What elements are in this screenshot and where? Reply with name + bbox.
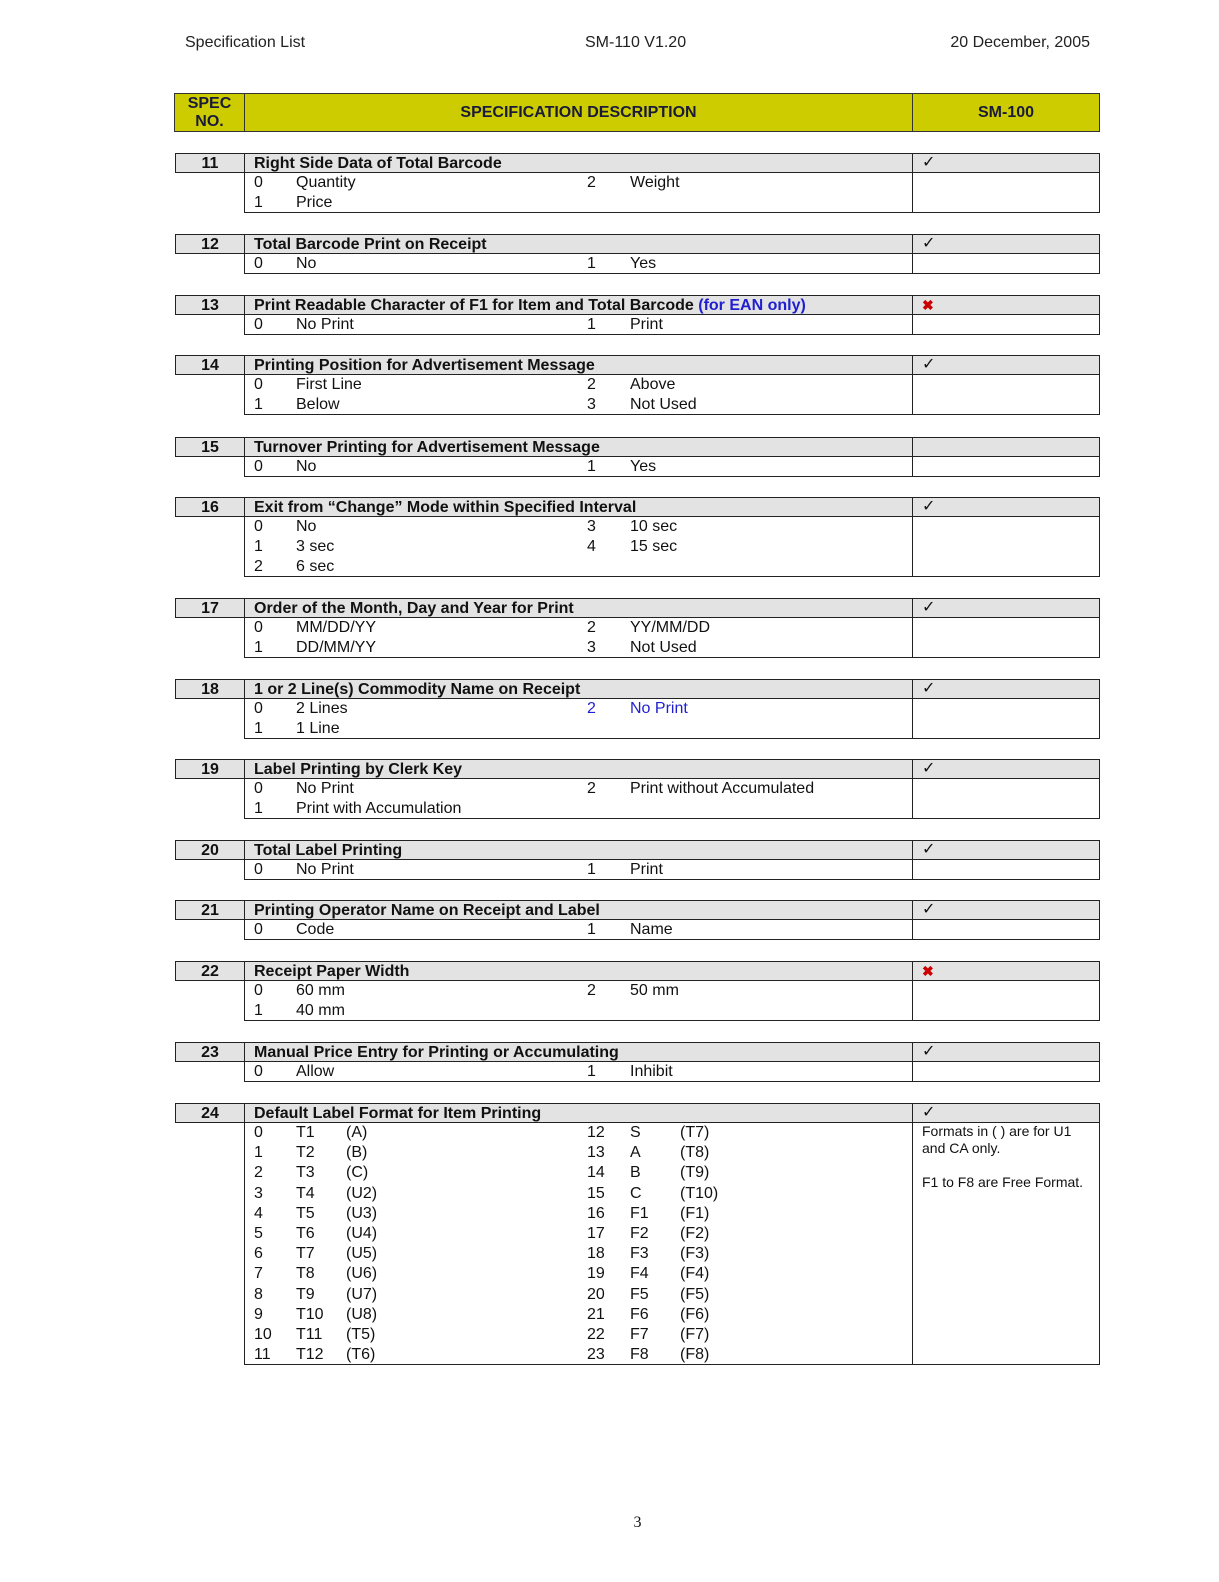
- option-code: 0: [254, 1063, 263, 1080]
- option-label: Print: [630, 316, 663, 333]
- check-icon: [912, 598, 1100, 618]
- spec-note-cell: [912, 374, 1100, 415]
- option-code: 1: [587, 861, 596, 878]
- spec-note-cell: [912, 516, 1100, 577]
- option-code: 0: [254, 255, 263, 272]
- spec-title: Right Side Data of Total Barcode: [244, 153, 913, 173]
- option-code: 1: [254, 800, 263, 817]
- format-cell: 13: [587, 1144, 605, 1162]
- option-label: Print without Accumulated: [630, 780, 815, 797]
- mark-glyph: ✓: [922, 680, 936, 697]
- option-label: 2 Lines: [296, 700, 348, 717]
- column-description: SPECIFICATION DESCRIPTION: [244, 93, 913, 132]
- option-label: No: [296, 255, 317, 272]
- format-cell: 4: [254, 1204, 263, 1222]
- spec-options: [244, 919, 913, 940]
- spec-title: Printing Position for Advertisement Message: [244, 355, 913, 375]
- format-cell: T9: [296, 1285, 315, 1303]
- format-cell: 10: [254, 1326, 272, 1343]
- format-cell: (T5): [346, 1326, 376, 1343]
- option-code: 1: [587, 316, 596, 333]
- option-label: No Print: [296, 861, 354, 878]
- spec-options: [244, 516, 913, 577]
- header-center: SM-110 V1.20: [585, 34, 687, 51]
- option-label: 60 mm: [296, 982, 345, 999]
- spec-note-cell: [912, 698, 1100, 739]
- format-cell: (U7): [346, 1285, 378, 1303]
- spec-title: Total Barcode Print on Receipt: [244, 234, 913, 254]
- column-model: SM-100: [912, 93, 1100, 132]
- header-right: 20 December, 2005: [950, 34, 1090, 51]
- spec-number: 18: [175, 679, 245, 699]
- option-label: Allow: [296, 1063, 335, 1080]
- format-cell: T11: [296, 1326, 323, 1343]
- option-label: Code: [296, 921, 335, 938]
- option-label: 10 sec: [630, 518, 678, 535]
- format-cell: (A): [346, 1124, 368, 1141]
- spec-number: 22: [175, 961, 245, 981]
- mark-glyph: ✓: [922, 1043, 936, 1060]
- format-cell: 16: [587, 1204, 605, 1222]
- option-code: 1: [254, 720, 263, 737]
- format-cell: 11: [254, 1346, 271, 1364]
- spec-number: 19: [175, 759, 245, 779]
- format-cell: T3: [296, 1164, 315, 1182]
- format-cell: 6: [254, 1245, 263, 1263]
- spec-note-cell: [912, 314, 1100, 335]
- option-code: 2: [254, 558, 263, 575]
- format-cell: 12: [587, 1124, 605, 1141]
- format-cell: 23: [587, 1346, 605, 1364]
- format-cell: (U6): [346, 1265, 378, 1283]
- format-cell: T4: [296, 1184, 315, 1202]
- check-icon: [912, 234, 1100, 254]
- option-label: 6 sec: [296, 558, 335, 575]
- spec-number: 13: [175, 295, 245, 315]
- format-cell: (F7): [680, 1326, 710, 1343]
- format-cell: (B): [346, 1144, 368, 1162]
- format-cell: F2: [630, 1225, 649, 1242]
- format-cell: (U5): [346, 1245, 378, 1263]
- format-cell: 18: [587, 1245, 605, 1263]
- format-note: Formats in ( ) are for U1 and CA only.: [922, 1123, 1072, 1156]
- spec-number: 12: [175, 234, 245, 254]
- format-cell: T2: [296, 1144, 315, 1162]
- option-code: 0: [254, 861, 263, 878]
- format-cell: (U3): [346, 1204, 378, 1222]
- spec-number: 20: [175, 840, 245, 860]
- option-label: DD/MM/YY: [296, 639, 376, 656]
- option-code: 3: [587, 396, 596, 413]
- format-cell: 0: [254, 1124, 263, 1141]
- option-label: No Print: [630, 700, 688, 717]
- spec-number: 16: [175, 497, 245, 517]
- spec-number: 17: [175, 598, 245, 618]
- option-code: 1: [587, 921, 596, 938]
- spec-title: Default Label Format for Item Printing: [244, 1103, 913, 1123]
- mark-glyph: ✓: [922, 235, 936, 252]
- option-code: 1: [254, 639, 263, 656]
- option-code: 2: [587, 700, 596, 717]
- option-label: No: [296, 458, 317, 475]
- option-code: 0: [254, 982, 263, 999]
- column-spec-no: SPEC NO.: [174, 93, 245, 132]
- format-cell: F7: [630, 1326, 649, 1343]
- format-cell: (T10): [680, 1184, 719, 1202]
- option-label: 50 mm: [630, 982, 679, 999]
- format-cell: 15: [587, 1184, 605, 1202]
- option-label: First Line: [296, 376, 362, 393]
- format-cell: 2: [254, 1164, 263, 1182]
- option-label: Yes: [630, 255, 657, 272]
- spec-options: [244, 1122, 913, 1365]
- format-cell: (F1): [680, 1204, 710, 1222]
- option-label: Name: [630, 921, 673, 938]
- format-cell: (C): [346, 1164, 369, 1182]
- option-label: 1 Line: [296, 720, 340, 737]
- format-cell: 21: [587, 1305, 605, 1323]
- option-label: Not Used: [630, 396, 697, 413]
- spec-options: [244, 1061, 913, 1082]
- mark-glyph: ✓: [922, 498, 936, 515]
- option-code: 0: [254, 316, 263, 333]
- spec-title: Exit from “Change” Mode within Specified Interval: [244, 497, 913, 517]
- check-icon: [912, 840, 1100, 860]
- spec-title-note: (for EAN only): [693, 297, 806, 314]
- format-cell: C: [630, 1184, 642, 1202]
- format-cell: T10: [296, 1305, 324, 1323]
- option-label: Quantity: [296, 174, 356, 191]
- format-cell: (T6): [346, 1346, 376, 1364]
- option-code: 0: [254, 921, 263, 938]
- option-code: 3: [587, 639, 596, 656]
- option-code: 1: [587, 458, 596, 475]
- option-code: 0: [254, 700, 263, 717]
- format-cell: 3: [254, 1184, 263, 1202]
- mark-glyph: ✓: [922, 599, 936, 616]
- format-cell: (F3): [680, 1245, 710, 1263]
- spec-title: Print Readable Character of F1 for Item and Total Barcode (for EAN only): [244, 295, 913, 315]
- option-code: 4: [587, 538, 596, 555]
- option-label: Print: [630, 861, 663, 878]
- format-cell: F4: [630, 1265, 649, 1283]
- free-format-note: F1 to F8 are Free Format.: [922, 1174, 1084, 1190]
- format-cell: (F5): [680, 1285, 710, 1303]
- format-cell: 7: [254, 1265, 263, 1283]
- mark-glyph: ✓: [922, 154, 936, 171]
- format-cell: (F4): [680, 1265, 710, 1283]
- option-code: 2: [587, 376, 596, 393]
- option-label: No: [296, 518, 317, 535]
- option-label: 15 sec: [630, 538, 678, 555]
- option-label: Yes: [630, 458, 657, 475]
- cross-icon: [912, 295, 1100, 315]
- option-code: 2: [587, 619, 596, 636]
- spec-note-cell: [912, 1061, 1100, 1082]
- spec-note-cell: [912, 859, 1100, 880]
- format-cell: B: [630, 1164, 641, 1182]
- option-label: 40 mm: [296, 1002, 345, 1019]
- option-label: MM/DD/YY: [296, 619, 376, 636]
- format-cell: 22: [587, 1326, 605, 1343]
- option-code: 0: [254, 174, 263, 191]
- option-label: Below: [296, 396, 340, 413]
- option-code: 0: [254, 458, 263, 475]
- spec-number: 24: [175, 1103, 245, 1123]
- check-icon: [912, 497, 1100, 517]
- format-cell: A: [630, 1144, 641, 1162]
- option-label: Print with Accumulation: [296, 800, 462, 817]
- option-label: No Print: [296, 316, 354, 333]
- format-cell: (U2): [346, 1184, 378, 1202]
- option-label: Inhibit: [630, 1063, 673, 1080]
- option-code: 0: [254, 518, 263, 535]
- mark-glyph: ✓: [922, 1104, 936, 1121]
- spec-options: [244, 456, 913, 477]
- format-cell: (T7): [680, 1124, 710, 1141]
- format-cell: T6: [296, 1225, 315, 1242]
- mark-glyph: ✖: [922, 963, 934, 979]
- spec-note-cell: [912, 778, 1100, 819]
- spec-options: [244, 253, 913, 274]
- format-cell: F3: [630, 1245, 649, 1263]
- format-cell: T12: [296, 1346, 324, 1364]
- option-label: YY/MM/DD: [630, 619, 710, 636]
- option-code: 1: [254, 538, 263, 555]
- format-cell: (U4): [346, 1225, 378, 1242]
- format-cell: F1: [630, 1204, 649, 1222]
- spec-title: Order of the Month, Day and Year for Print: [244, 598, 913, 618]
- spec-number: 11: [175, 153, 245, 173]
- check-icon: [912, 153, 1100, 173]
- check-icon: [912, 1103, 1100, 1123]
- format-cell: 20: [587, 1285, 605, 1303]
- check-icon: [912, 679, 1100, 699]
- cross-icon: [912, 961, 1100, 981]
- format-cell: F8: [630, 1346, 649, 1364]
- spec-number: 14: [175, 355, 245, 375]
- format-cell: 14: [587, 1164, 605, 1182]
- option-label: Price: [296, 194, 333, 211]
- spec-note-cell: [912, 980, 1100, 1021]
- spec-title: Total Label Printing: [244, 840, 913, 860]
- format-cell: (T9): [680, 1164, 710, 1182]
- spec-note-cell: [912, 1122, 1100, 1365]
- option-label: Weight: [630, 174, 680, 191]
- option-code: 0: [254, 780, 263, 797]
- spec-title: Label Printing by Clerk Key: [244, 759, 913, 779]
- check-icon: [912, 900, 1100, 920]
- spec-number: 23: [175, 1042, 245, 1062]
- format-cell: T5: [296, 1204, 315, 1222]
- format-cell: (T8): [680, 1144, 710, 1162]
- format-cell: F5: [630, 1285, 649, 1303]
- spec-title: Manual Price Entry for Printing or Accumulating: [244, 1042, 913, 1062]
- format-cell: 19: [587, 1265, 605, 1283]
- mark-glyph: ✓: [922, 841, 936, 858]
- spec-title: Receipt Paper Width: [244, 961, 913, 981]
- option-code: 0: [254, 376, 263, 393]
- spec-title: Printing Operator Name on Receipt and Label: [244, 900, 913, 920]
- format-cell: 17: [587, 1225, 605, 1242]
- format-cell: (F8): [680, 1346, 710, 1364]
- check-icon: [912, 1042, 1100, 1062]
- format-cell: (U8): [346, 1305, 378, 1323]
- option-code: 2: [587, 174, 596, 191]
- option-label: 3 sec: [296, 538, 335, 555]
- page-number: 3: [633, 1514, 642, 1531]
- spec-number: 15: [175, 437, 245, 457]
- format-cell: F6: [630, 1305, 649, 1323]
- mark-glyph: ✓: [922, 356, 936, 373]
- format-cell: 9: [254, 1305, 263, 1323]
- header-left: Specification List: [185, 34, 306, 51]
- format-cell: T1: [296, 1124, 315, 1141]
- spec-note-cell: [912, 456, 1100, 477]
- option-code: 1: [587, 255, 596, 272]
- format-cell: S: [630, 1124, 641, 1141]
- mark-glyph: ✓: [922, 901, 936, 918]
- format-cell: (F6): [680, 1305, 710, 1323]
- format-cell: T8: [296, 1265, 315, 1283]
- format-cell: (F2): [680, 1225, 710, 1242]
- spec-note-cell: [912, 253, 1100, 274]
- option-label: Not Used: [630, 639, 697, 656]
- format-cell: 1: [254, 1144, 263, 1162]
- format-cell: T7: [296, 1245, 315, 1263]
- spec-title: 1 or 2 Line(s) Commodity Name on Receipt: [244, 679, 913, 699]
- option-code: 2: [587, 982, 596, 999]
- spec-note-cell: [912, 617, 1100, 658]
- option-code: 0: [254, 619, 263, 636]
- option-code: 1: [254, 1002, 263, 1019]
- format-cell: 8: [254, 1285, 263, 1303]
- option-code: 2: [587, 780, 596, 797]
- mark-glyph: ✓: [922, 760, 936, 777]
- spec-note-cell: [912, 172, 1100, 213]
- mark-glyph: ✖: [922, 297, 934, 313]
- check-icon: [912, 355, 1100, 375]
- option-label: Above: [630, 376, 676, 393]
- spec-number: 21: [175, 900, 245, 920]
- format-cell: 5: [254, 1225, 263, 1242]
- option-code: 3: [587, 518, 596, 535]
- option-code: 1: [254, 194, 263, 211]
- check-icon: [912, 437, 1100, 457]
- check-icon: [912, 759, 1100, 779]
- option-label: No Print: [296, 780, 354, 797]
- spec-note-cell: [912, 919, 1100, 940]
- spec-title: Turnover Printing for Advertisement Message: [244, 437, 913, 457]
- option-code: 1: [587, 1063, 596, 1080]
- option-code: 1: [254, 396, 263, 413]
